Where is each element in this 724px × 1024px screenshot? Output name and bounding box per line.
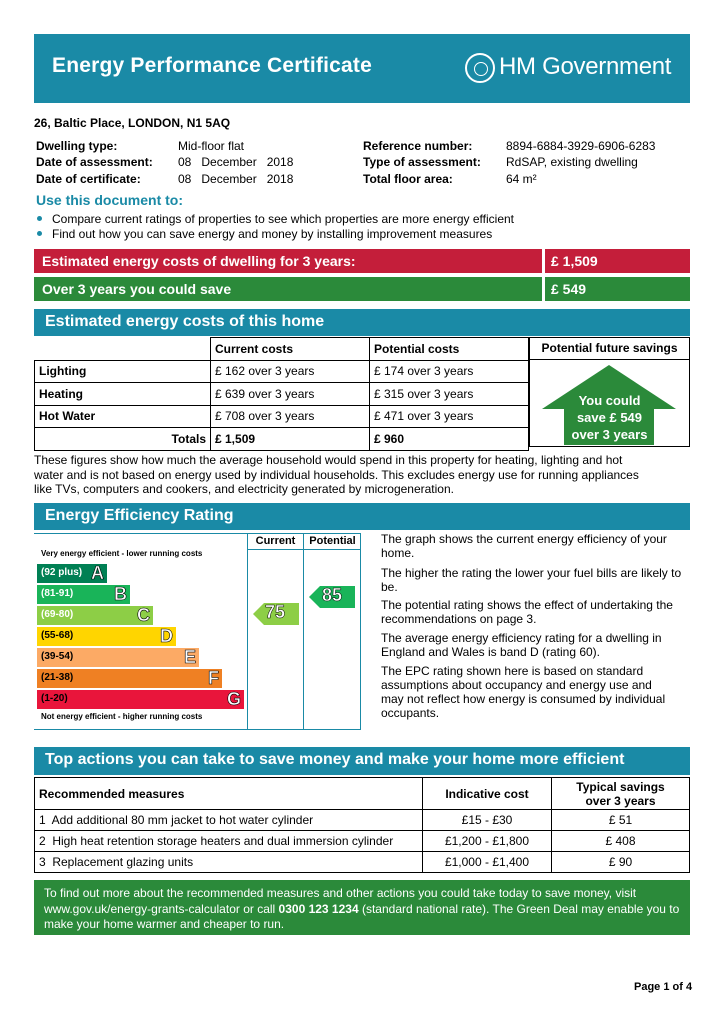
cell-current: £ 639 over 3 years bbox=[211, 383, 370, 406]
measure: 2 High heat retention storage heaters and dual immersion cylinder bbox=[35, 831, 423, 852]
explanation-paragraph: The potential rating shows the effect of undertaking the recommendations on page 3. bbox=[381, 598, 673, 626]
band-range: (81-91) bbox=[41, 588, 74, 599]
totals-current: £ 1,509 bbox=[211, 428, 370, 451]
estimated-cost-bar bbox=[34, 249, 542, 273]
table-row bbox=[35, 852, 690, 873]
section-title: Energy Efficiency Rating bbox=[45, 507, 234, 524]
typical-saving: £ 51 bbox=[552, 810, 690, 831]
cell-potential: £ 471 over 3 years bbox=[370, 405, 529, 428]
explanation-paragraph: The EPC rating shown here is based on standard assumptions about occupancy and energy use and may not reflect how energy is consumed by individual occupants. bbox=[381, 664, 666, 720]
indicative-cost: £1,200 - £1,800 bbox=[423, 831, 552, 852]
section-title: Top actions you can take to save money and make your home more efficient bbox=[45, 751, 625, 768]
estimated-cost-label: Estimated energy costs of dwelling for 3 years: bbox=[42, 253, 356, 269]
save-value-box bbox=[545, 277, 690, 301]
detail-label: Dwelling type: bbox=[36, 139, 118, 153]
cell-potential: £ 315 over 3 years bbox=[370, 383, 529, 406]
top-label: Very energy efficient - lower running costs bbox=[41, 549, 203, 558]
detail-value: 64 m² bbox=[506, 172, 537, 186]
cell-current: £ 162 over 3 years bbox=[211, 360, 370, 383]
typical-saving: £ 408 bbox=[552, 831, 690, 852]
footer-info-box: To find out more about the recommended measures and other actions you could take today to save money, visit www.gov.uk/energy-grants-calculator or call 0300 123 1234 (standard national rate). The Green Deal may enable you to make your home warmer and cheaper to run. bbox=[34, 880, 690, 935]
table-header-row bbox=[35, 778, 690, 810]
save-label: Over 3 years you could save bbox=[42, 281, 232, 297]
page-title: Energy Performance Certificate bbox=[52, 54, 372, 77]
band-range: (1-20) bbox=[41, 693, 68, 704]
section-header-costs bbox=[34, 309, 690, 336]
table-row bbox=[35, 360, 529, 383]
column-header: Recommended measures bbox=[35, 778, 423, 810]
detail-label: Reference number: bbox=[363, 139, 473, 153]
band-letter: C bbox=[137, 605, 150, 625]
band-range: (21-38) bbox=[41, 672, 74, 683]
band-letter: E bbox=[183, 647, 196, 667]
detail-value: RdSAP, existing dwelling bbox=[506, 155, 638, 169]
column-header: Current costs bbox=[211, 338, 370, 361]
rating-band-c bbox=[37, 606, 153, 625]
cell-potential: £ 174 over 3 years bbox=[370, 360, 529, 383]
column-header: Potential costs bbox=[370, 338, 529, 361]
address: 26, Baltic Place, LONDON, N1 5AQ bbox=[34, 116, 231, 130]
rating-band-e bbox=[37, 648, 199, 667]
rating-band-a bbox=[37, 564, 107, 583]
potential-rating-arrow bbox=[309, 586, 355, 608]
band-letter: B bbox=[114, 584, 127, 604]
bottom-label: Not energy efficient - higher running costs bbox=[41, 712, 203, 721]
table-row bbox=[35, 810, 690, 831]
detail-value: 08 December 2018 bbox=[178, 172, 294, 186]
column-potential-label: Potential bbox=[309, 535, 356, 547]
current-rating-arrow bbox=[253, 603, 299, 625]
page-number: Page 1 of 4 bbox=[634, 981, 693, 993]
estimated-cost-value: £ 1,509 bbox=[551, 253, 598, 269]
band-letter: D bbox=[160, 626, 173, 646]
band-range: (39-54) bbox=[41, 651, 74, 662]
hm-government-logo: HM Government bbox=[499, 53, 672, 80]
rating-band-g bbox=[37, 690, 244, 709]
band-range: (69-80) bbox=[41, 609, 74, 620]
save-value: £ 549 bbox=[551, 281, 587, 297]
column-header: Typical savings over 3 years bbox=[552, 778, 690, 810]
potential-rating: 85 bbox=[322, 585, 343, 605]
reference-number: 8894-6884-3929-6906-6283 bbox=[506, 139, 656, 153]
estimated-cost-value-box bbox=[545, 249, 690, 273]
row-label: Lighting bbox=[35, 360, 211, 383]
table-row bbox=[35, 383, 529, 406]
detail-label: Date of assessment: bbox=[36, 155, 153, 169]
royal-crest-icon bbox=[465, 53, 495, 83]
rating-band-b bbox=[37, 585, 130, 604]
indicative-cost: £15 - £30 bbox=[423, 810, 552, 831]
totals-label: Totals bbox=[35, 428, 211, 451]
bullet-icon bbox=[37, 231, 42, 236]
eer-chart bbox=[34, 533, 361, 731]
rating-band-f bbox=[37, 669, 222, 688]
band-letter: A bbox=[91, 563, 104, 583]
column-current-label: Current bbox=[255, 535, 296, 547]
use-document-title: Use this document to: bbox=[36, 192, 184, 208]
savings-arrow-text: You could save £ 549 over 3 years bbox=[571, 393, 648, 442]
rating-band-d bbox=[37, 627, 176, 646]
potential-savings-box bbox=[529, 337, 690, 447]
grants-calculator-link[interactable]: www.gov.uk/energy-grants-calculator or call bbox=[44, 901, 279, 916]
detail-label: Type of assessment: bbox=[363, 155, 481, 169]
current-rating: 75 bbox=[265, 602, 286, 622]
actions-table bbox=[34, 777, 690, 873]
section-title: Estimated energy costs of this home bbox=[45, 313, 325, 330]
detail-label: Date of certificate: bbox=[36, 172, 141, 186]
measure: 3 Replacement glazing units bbox=[35, 852, 423, 873]
table-row bbox=[35, 831, 690, 852]
row-label: Heating bbox=[35, 383, 211, 406]
costs-table bbox=[34, 337, 529, 451]
header-banner bbox=[34, 34, 690, 103]
totals-row bbox=[35, 428, 529, 451]
table-row bbox=[35, 405, 529, 428]
section-header-actions bbox=[34, 747, 690, 775]
explanation-paragraph: The average energy efficiency rating for a dwelling in England and Wales is band D (rating 60). bbox=[381, 631, 662, 659]
detail-value: 08 December 2018 bbox=[178, 155, 294, 169]
band-range: (55-68) bbox=[41, 630, 74, 641]
column-header: Potential future savings bbox=[530, 338, 689, 360]
column-header: Indicative cost bbox=[423, 778, 552, 810]
explanation-paragraph: The higher the rating the lower your fuel bills are likely to be. bbox=[381, 566, 682, 594]
save-bar bbox=[34, 277, 542, 301]
band-letter: F bbox=[208, 668, 219, 688]
section-header-eer bbox=[34, 503, 690, 530]
phone-number[interactable]: 0300 123 1234 bbox=[278, 901, 359, 916]
measure: 1 Add additional 80 mm jacket to hot water cylinder bbox=[35, 810, 423, 831]
cell-current: £ 708 over 3 years bbox=[211, 405, 370, 428]
list-item: Compare current ratings of properties to see which properties are more energy efficient bbox=[52, 212, 515, 226]
list-item: Find out how you can save energy and money by installing improvement measures bbox=[52, 227, 493, 241]
explanation-paragraph: The graph shows the current energy efficiency of your home. bbox=[381, 532, 667, 560]
detail-label: Total floor area: bbox=[363, 172, 453, 186]
indicative-cost: £1,000 - £1,400 bbox=[423, 852, 552, 873]
band-letter: G bbox=[226, 689, 241, 709]
band-range: (92 plus) bbox=[41, 567, 83, 578]
detail-value: Mid-floor flat bbox=[178, 139, 245, 153]
totals-potential: £ 960 bbox=[370, 428, 529, 451]
typical-saving: £ 90 bbox=[552, 852, 690, 873]
table-header-row bbox=[35, 338, 529, 361]
row-label: Hot Water bbox=[35, 405, 211, 428]
bullet-icon bbox=[37, 216, 42, 221]
costs-note: These figures show how much the average household would spend in this property for heating, lighting and hot water and is not based on energy used by individual households. This excludes energy use for running appliances like TVs, computers and cookers, and electricity generated by microgeneration. bbox=[34, 453, 639, 496]
